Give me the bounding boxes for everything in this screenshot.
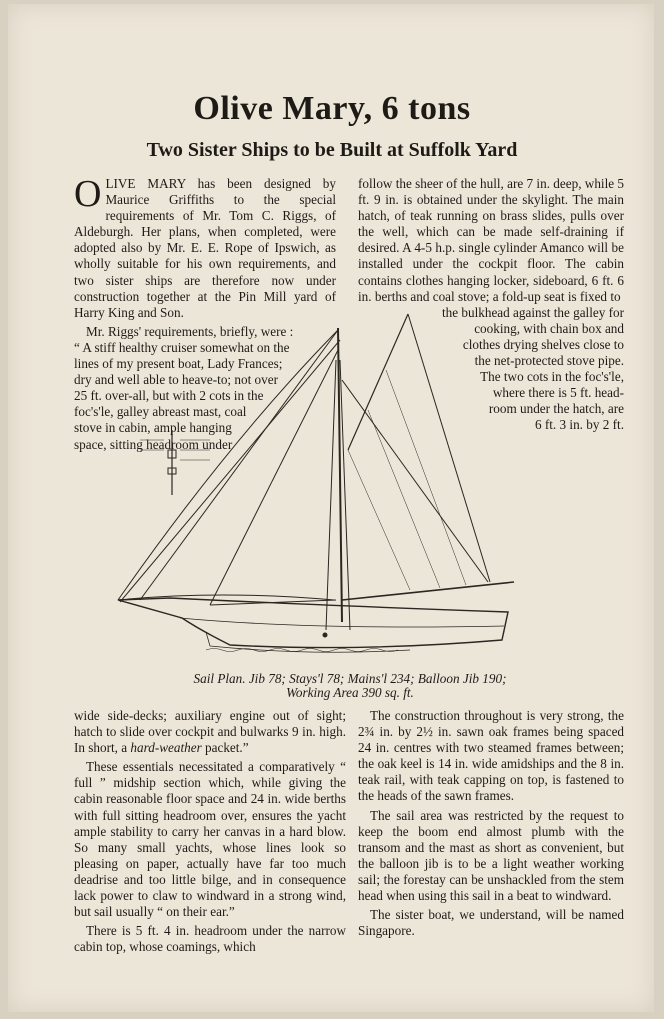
cabin-paragraph: follow the sheer of the hull, are 7 in. deep, while 5 ft. 9 in. is obtained under the skylight. The main hatch, of teak running on brass slides, pulls over the well, which can be made self-draining if desired. A 4-5 h.p. single cylinder Amanco will be installed under the cockpit floor. The cabin contains clothes hanging locker, sideboard, 6 ft. 6 in. berths and coal stove; a fold-up seat is fixed to xyxy=(358,176,624,304)
packet-paragraph xyxy=(74,708,346,756)
caption-line-1: Sail Plan. Jib 78; Stays'l 78; Mains'l 234; Balloon Jib 190; xyxy=(193,671,507,686)
inset-line: 6 ft. 3 in. by 2 ft. xyxy=(534,417,624,433)
frac-two: 2½ xyxy=(416,724,433,740)
req-line: 25 ft. over-all, but with 2 cots in the xyxy=(74,388,264,404)
hard-weather-emphasis: hard-weather xyxy=(130,740,202,756)
req-line: dry and well able to heave-to; not over xyxy=(74,372,278,388)
packet-text-end: packet.” xyxy=(205,740,249,756)
inset-line: clothes drying shelves close to xyxy=(462,336,624,352)
frac-one: 2¾ xyxy=(358,724,375,740)
sail-plan-drawing xyxy=(110,300,530,670)
essentials-paragraph: These essentials necessitated a comparatively “ full ” midship section which, while giving the cabin reasonable floor space and 24 in. wide berths with full sitting headroom over, ensures the yacht ample stability to carry her canvas in a hard blow. So many small yachts, whose lines look so pleasing on paper, actually have far too much deadrise and too little bilge, and in consequence lack power to claw to windward in a strong wind, but sail usually “ on their ear.” xyxy=(74,759,346,920)
article-subtitle: Two Sister Ships to be Built at Suffolk Yard xyxy=(146,139,518,161)
req-line: lines of my present boat, Lady Frances; xyxy=(74,356,283,372)
intro-text: LIVE MARY has been designed by Maurice Griffiths to the special requirements of Mr. Tom C. Riggs, of Aldeburgh. Her plans, when completed, were adopted also by Mr. E. E. Rope of Ipswich, as wholly suitable for his own requirements, and two sister ships are therefore now under construction together at the Pin Mill yard of Harry King and Son. xyxy=(74,176,336,320)
inset-line: cooking, with chain box and xyxy=(474,320,624,336)
construction-text-end: in. sawn oak frames being spaced 24 in. centres with two steamed frames between; the oak keel is 14 in. wide amidships and the 8 in. teak rail, with teak capping on top, is fastened to the heads of the sawn frames. xyxy=(358,724,625,804)
inset-line: the net-protected stove pipe. xyxy=(474,353,624,369)
bottom-left-column xyxy=(74,708,346,958)
req-line: stove in cabin, ample hanging xyxy=(74,420,232,436)
bottom-right-column xyxy=(358,708,624,942)
inset-line: The two cots in the foc's'le, xyxy=(480,369,624,385)
sail-area-paragraph: The sail area was restricted by the request to keep the boom end almost plumb with the transom and the mast as short as convenient, but the balloon jib is to be a light weather working sail; the forestay can be unshackled from the stem head when using this sail in a beat to windward. xyxy=(358,807,624,904)
figure-caption xyxy=(160,672,540,700)
construction-text: The construction throughout is very strong, the xyxy=(370,708,624,723)
req-line: space, sitting headroom under xyxy=(74,436,233,452)
sister-boat-paragraph: The sister boat, we understand, will be named Singapore. xyxy=(358,907,624,939)
req-line: Mr. Riggs' requirements, briefly, were : xyxy=(86,323,294,339)
inset-line: room under the hatch, are xyxy=(488,401,624,417)
req-line: foc's'le, galley abreast mast, coal xyxy=(74,404,247,420)
inset-line: where there is 5 ft. head- xyxy=(492,385,624,401)
inset-line: the bulkhead against the galley for xyxy=(442,304,624,320)
article-title: Olive Mary, 6 tons xyxy=(193,90,471,127)
construction-paragraph xyxy=(358,708,624,805)
caption-line-2: Working Area 390 sq. ft. xyxy=(286,685,414,700)
headroom-paragraph: There is 5 ft. 4 in. headroom under the narrow cabin top, whose coamings, which xyxy=(74,923,346,955)
drop-cap: O xyxy=(74,173,102,215)
req-line: “ A stiff healthy cruiser somewhat on the xyxy=(74,339,290,355)
construction-mid: in. by xyxy=(379,724,412,740)
packet-text: wide side-decks; auxiliary engine out of sight; hatch to slide over cockpit and bulwarks 9 in. high. In short, a xyxy=(74,708,346,756)
